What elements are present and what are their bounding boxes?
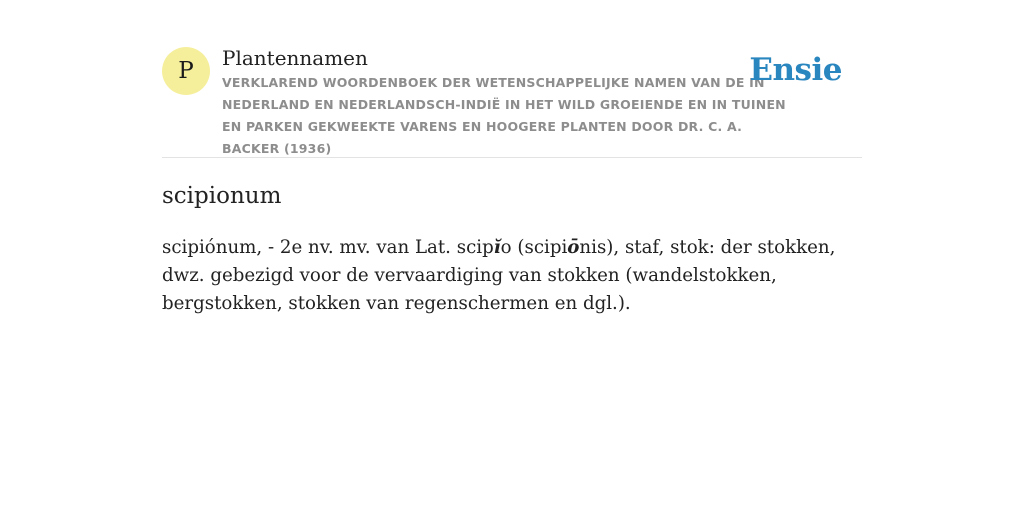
dictionary-subtitle: VERKLAREND WOORDENBOEK DER WETENSCHAPPELIJKE NAMEN VAN DE IN NEDERLAND EN NEDERLANDSCH-INDIË IN HET WILD GROEIENDE EN IN TUINEN EN PARKEN GEKWEEKTE VARENS EN HOOGERE PLANTEN DOOR DR. C. A. BACKER (1936) — [222, 75, 786, 156]
dictionary-title[interactable]: Plantennamen — [222, 46, 368, 70]
dictionary-header — [162, 44, 862, 158]
dictionary-avatar[interactable]: P — [162, 47, 210, 95]
ensie-logo-link[interactable]: Ensie — [749, 52, 842, 88]
definition-mark-long-o: ō — [567, 237, 580, 258]
definition-text-part1: scipiónum, - 2e nv. mv. van Lat. scip — [162, 237, 494, 258]
definition-mark-short-i: ĭ — [493, 237, 501, 258]
entry-title: scipionum — [162, 183, 282, 209]
entry-definition — [162, 234, 862, 318]
definition-text-part2: o (scipi — [500, 237, 568, 258]
definition-text-part3: nis), staf, stok: der stokken, dwz. gebezigd voor de vervaardiging van stokken (wandelstokken, bergstokken, stokken van regenschermen en dgl.). — [162, 237, 836, 314]
